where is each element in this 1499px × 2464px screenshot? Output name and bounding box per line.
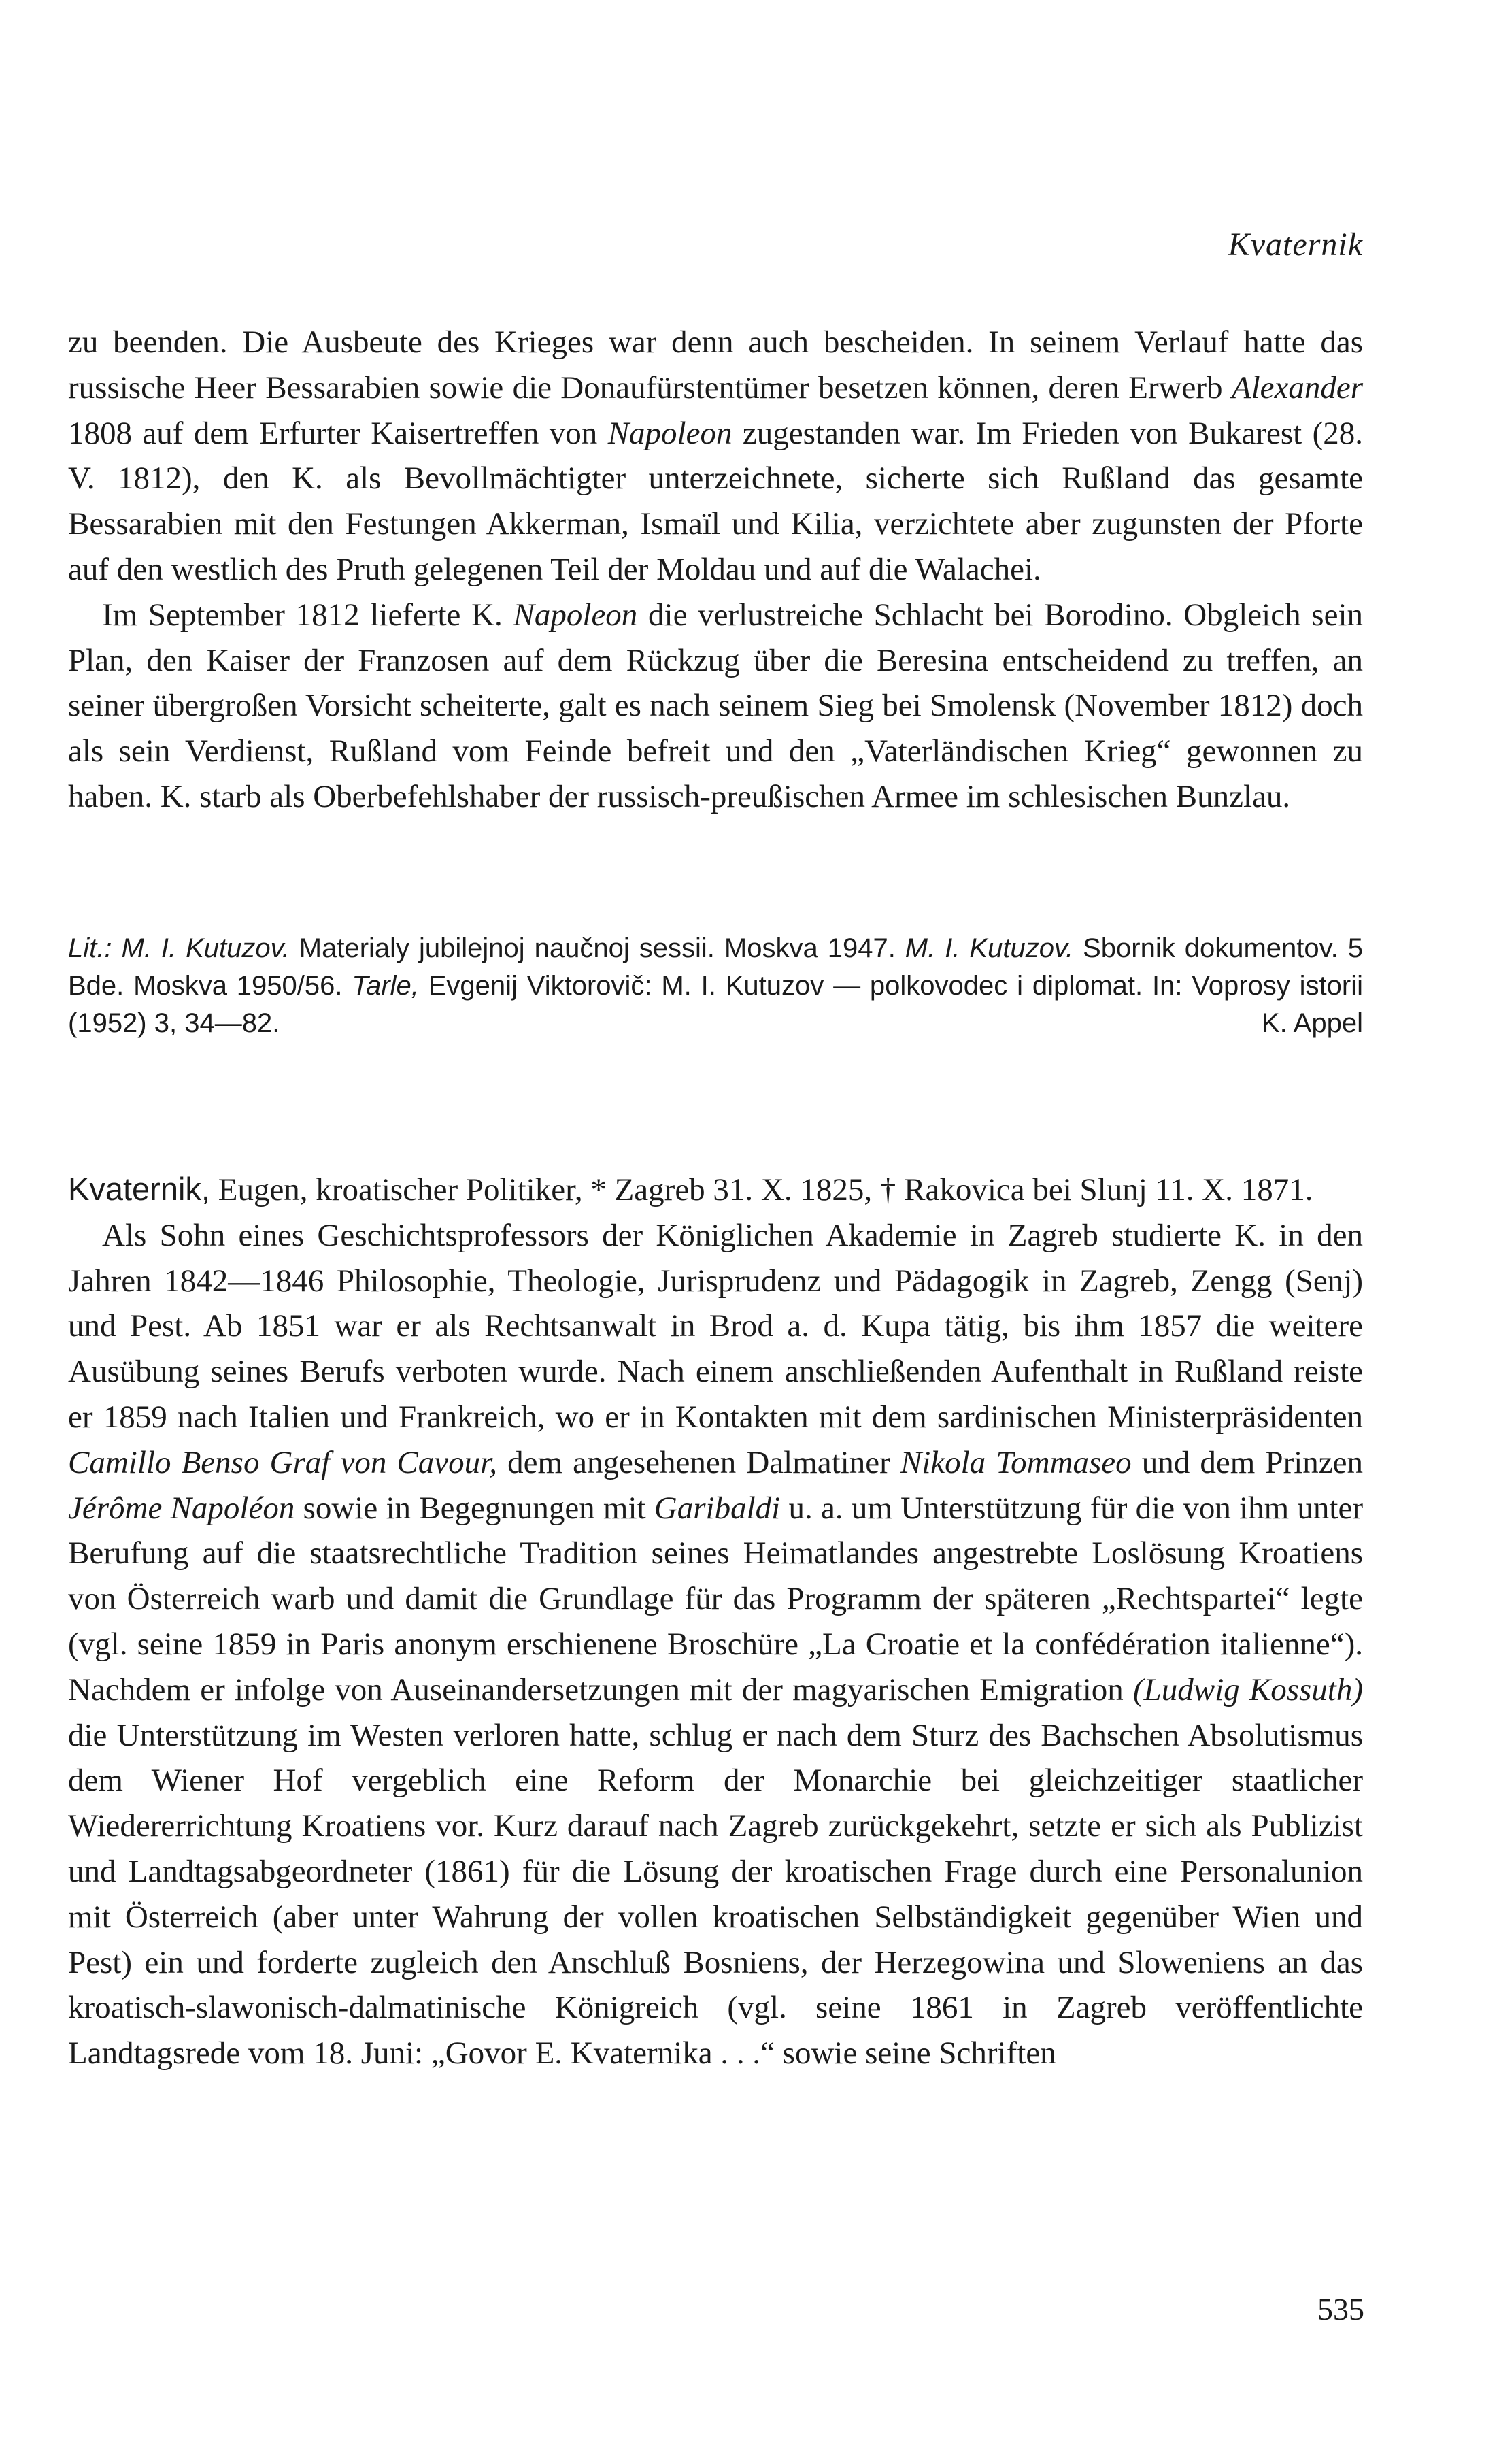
italic-text: Nikola Tommaseo	[900, 1444, 1132, 1480]
italic-text: M. I. Kutuzov.	[905, 933, 1074, 963]
italic-text: Napoleon	[513, 597, 638, 633]
italic-text: Lit.: M. I. Kutuzov.	[68, 933, 290, 963]
italic-text: Jérôme Napoléon	[68, 1490, 295, 1526]
running-head: Kvaternik	[1228, 227, 1363, 263]
italic-text: Garibaldi	[654, 1490, 781, 1526]
italic-text: Alexander	[1231, 369, 1363, 405]
kutuzov-article-continuation	[68, 320, 1363, 820]
entry-headword: Kvaternik,	[68, 1171, 210, 1207]
italic-text: Tarle,	[352, 971, 419, 1001]
page-number: 535	[1317, 2292, 1364, 2327]
italic-text: (Ludwig Kossuth)	[1132, 1671, 1363, 1708]
italic-text: Camillo Benso Graf von Cavour,	[68, 1444, 497, 1480]
entry-header	[68, 1167, 1363, 1213]
literature-references	[68, 930, 1363, 1042]
author-signature: K. Appel	[1261, 1008, 1363, 1038]
italic-text: Napoleon	[607, 415, 732, 451]
body-paragraph: Als Sohn eines Geschichtsprofessors der Königlichen Akademie in Zagreb studierte K. in den Jahren 1842—1846 Philosophie, Theologie, Jurisprudenz und Pädagogik in Zagreb, Zengg (Senj) und Pest. Ab 1851 war er als Rechtsanwalt in Brod a. d. Kupa tätig, bis ihm 1857 die weitere Ausübung seines Berufs verboten wurde. Nach einem anschließenden Aufenthalt in Rußland reiste er 1859 nach Italien und Frankreich, wo er in Kontakten mit dem sardinischen Ministerpräsidenten Camillo Benso Graf von Cavour, dem angesehenen Dalmatiner Nikola Tommaseo und dem Prinzen Jérôme Napoléon sowie in Begegnungen mit Garibaldi u. a. um Unterstützung für die von ihm unter Berufung auf die staatsrechtliche Tradition seines Heimatlandes angestrebte Loslösung Kroatiens von Österreich warb und damit die Grundlage für das Programm der späteren „Rechtspartei“ legte (vgl. seine 1859 in Paris anonym erschienene Broschüre „La Croatie et la confédération italienne“). Nachdem er infolge von Auseinandersetzungen mit der magyarischen Emigration (Ludwig Kossuth) die Unterstützung im Westen verloren hatte, schlug er nach dem Sturz des Bachschen Absolutismus dem Wiener Hof vergeblich eine Reform der Monarchie bei gleichzeitiger staatlicher Wiedererrichtung Kroatiens vor. Kurz darauf nach Zagreb zurückgekehrt, setzte er sich als Publizist und Landtagsabgeordneter (1861) für die Lösung der kroatischen Frage durch eine Personalunion mit Österreich (aber unter Wahrung der vollen kroatischen Selbständigkeit gegenüber Wien und Pest) ein und forderte zugleich den Anschluß Bosniens, der Herzegowina und Sloweniens an das kroatisch-slawonisch-dalmatinische Königreich (vgl. seine 1861 in Zagreb veröffentlichte Landtagsrede vom 18. Juni: „Govor E. Kvaternika . . .“ sowie seine Schriften	[68, 1217, 1364, 2071]
literature-text: Lit.: M. I. Kutuzov. Materialy jubilejnoj naučnoj sessii. Moskva 1947. M. I. Kutuzov. Sbornik dokumentov. 5 Bde. Moskva 1950/56. Tarle, Evgenij Viktorovič: M. I. Kutuzov — polkovodec i diplomat. In: Voprosy istorii (1952) 3, 34—82.	[68, 933, 1363, 1038]
kvaternik-article	[68, 1167, 1363, 2076]
body-paragraph: zu beenden. Die Ausbeute des Krieges war denn auch bescheiden. In seinem Verlauf hatte das russische Heer Bessarabien sowie die Donaufürstentümer besetzen können, deren Erwerb Alexander 1808 auf dem Erfurter Kaisertreffen von Napoleon zugestanden war. Im Frieden von Bukarest (28. V. 1812), den K. als Bevollmächtigter unterzeichnete, sicherte sich Rußland das gesamte Bessarabien mit den Festungen Akkerman, Ismaïl und Kilia, verzichtete aber zugunsten der Pforte auf den westlich des Pruth gelegenen Teil der Moldau und auf die Walachei.	[68, 324, 1364, 587]
entry-header-details: Eugen, kroatischer Politiker, * Zagreb 31. X. 1825, † Rakovica bei Slunj 11. X. 1871.	[209, 1172, 1313, 1208]
body-paragraph: Im September 1812 lieferte K. Napoleon die verlustreiche Schlacht bei Borodino. Obgleich sein Plan, den Kaiser der Franzosen auf dem Rückzug über die Beresina entscheidend zu treffen, an seiner übergroßen Vorsicht scheiterte, galt es nach seinem Sieg bei Smolensk (November 1812) doch als sein Verdienst, Rußland vom Feinde befreit und den „Vaterländischen Krieg“ gewonnen zu haben. K. starb als Oberbefehlshaber der russisch-preußischen Armee im schlesischen Bunzlau.	[68, 597, 1364, 814]
